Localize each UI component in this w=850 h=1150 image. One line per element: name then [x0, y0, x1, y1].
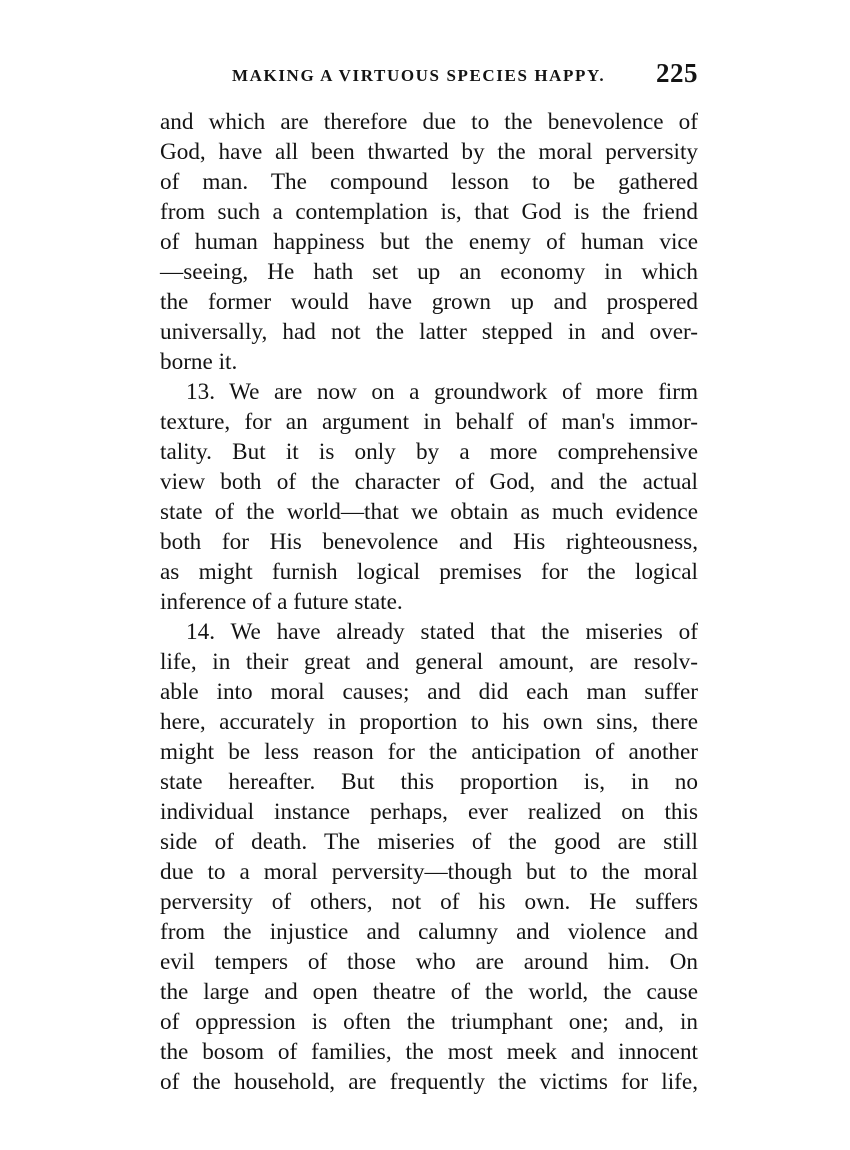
text-line: state of the world—that we obtain as much evidence [160, 499, 698, 525]
text-line: the former would have grown up and prospered [160, 289, 698, 315]
text-line: the bosom of families, the most meek and innocent [160, 1039, 698, 1065]
text-line: the large and open theatre of the world, the cause [160, 979, 698, 1005]
paragraph-14-first-line: 14. We have already stated that the miseries of [186, 619, 698, 645]
text-line: as might furnish logical premises for the logical [160, 559, 698, 585]
text-line: due to a moral perversity—though but to the moral [160, 859, 698, 885]
text-line: borne it. [160, 349, 238, 375]
text-line: view both of the character of God, and the actual [160, 469, 698, 495]
text-line: texture, for an argument in behalf of man's immor- [160, 409, 698, 435]
text-line: life, in their great and general amount, are resolv- [160, 649, 698, 675]
text-line: —seeing, He hath set up an economy in which [160, 259, 698, 285]
page-number: 225 [656, 58, 698, 88]
text-line: from such a contemplation is, that God is the friend [160, 199, 698, 225]
text-line: of human happiness but the enemy of human vice [160, 229, 698, 255]
text-line: of the household, are frequently the victims for life, [160, 1069, 698, 1095]
text-line: might be less reason for the anticipation of another [160, 739, 698, 765]
text-line: tality. But it is only by a more comprehensive [160, 439, 698, 465]
text-line: God, have all been thwarted by the moral perversity [160, 139, 698, 165]
text-line: perversity of others, not of his own. He suffers [160, 889, 698, 915]
text-line: of oppression is often the triumphant one; and, in [160, 1009, 698, 1035]
text-line: individual instance perhaps, ever realized on this [160, 799, 698, 825]
text-line: and which are therefore due to the benevolence of [160, 109, 698, 135]
text-line: inference of a future state. [160, 589, 403, 615]
text-line: here, accurately in proportion to his own sins, there [160, 709, 698, 735]
text-line: evil tempers of those who are around him. On [160, 949, 698, 975]
text-line: universally, had not the latter stepped in and over- [160, 319, 698, 345]
text-line: state hereafter. But this proportion is, in no [160, 769, 698, 795]
text-line: of man. The compound lesson to be gathered [160, 169, 698, 195]
running-head [160, 58, 698, 92]
body-text [160, 107, 698, 1097]
text-line: able into moral causes; and did each man suffer [160, 679, 698, 705]
text-line: side of death. The miseries of the good are still [160, 829, 698, 855]
running-title: MAKING A VIRTUOUS SPECIES HAPPY. [232, 66, 606, 85]
text-line: both for His benevolence and His righteousness, [160, 529, 698, 555]
text-line: from the injustice and calumny and violence and [160, 919, 698, 945]
paragraph-13-first-line: 13. We are now on a groundwork of more firm [186, 379, 698, 405]
